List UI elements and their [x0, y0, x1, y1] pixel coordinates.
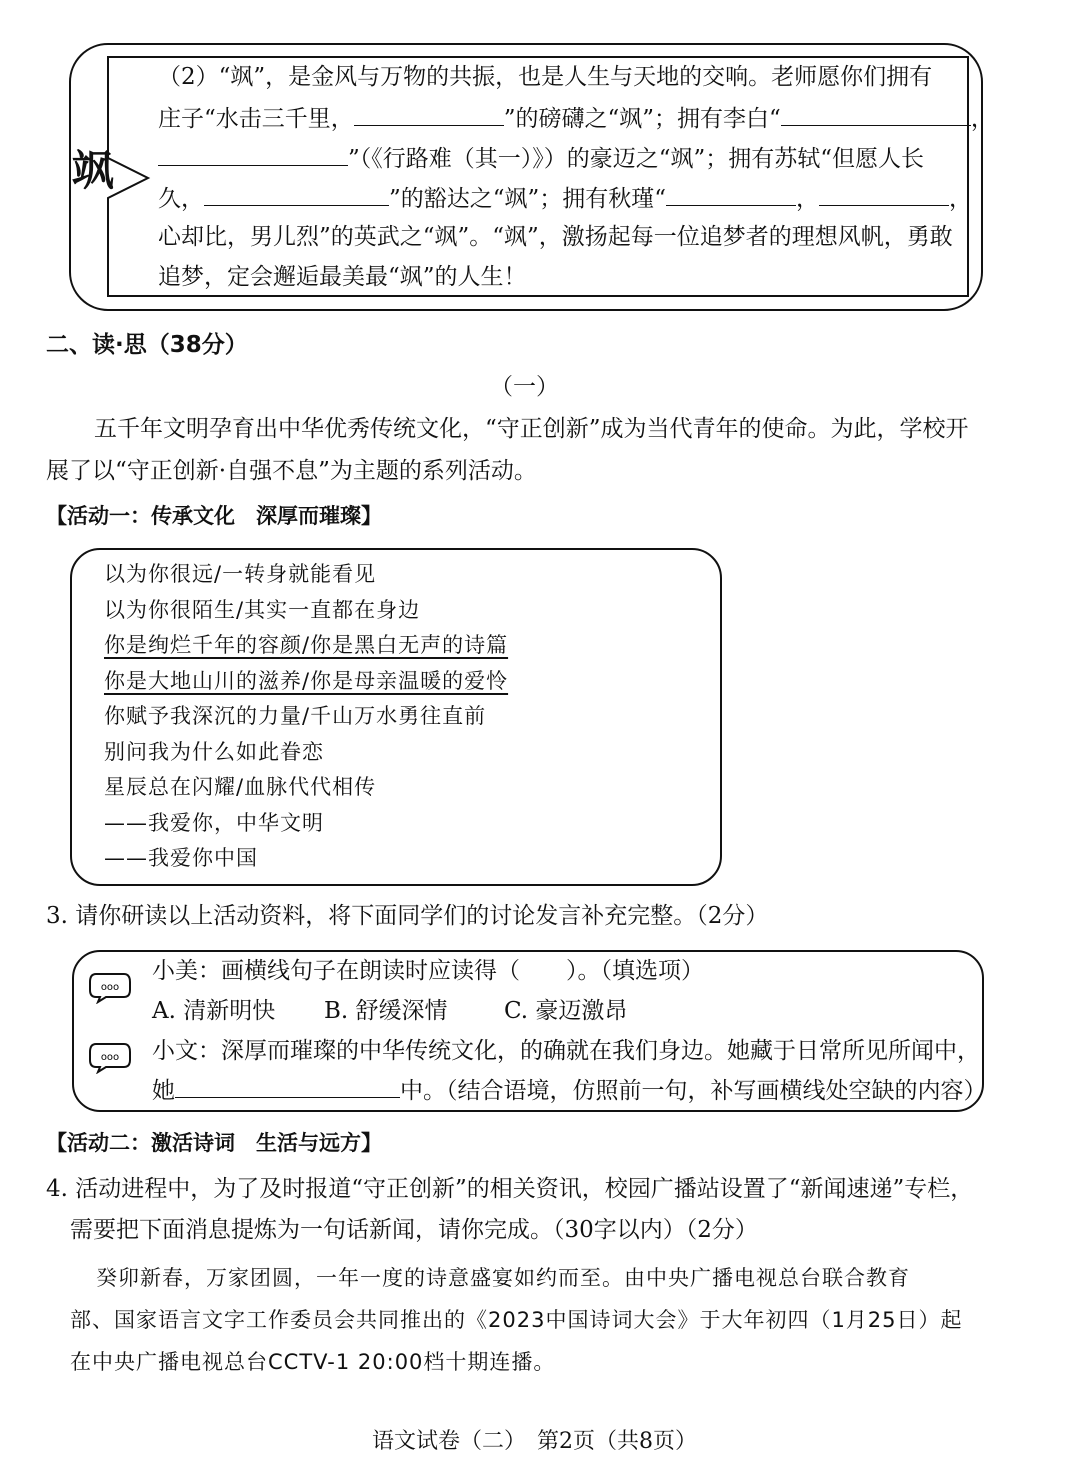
poem-line-4: 你是大地山川的滋养/你是母亲温暖的爱怜: [104, 669, 509, 693]
speech-bubble-icon: [88, 970, 132, 1004]
sa-line-6: 追梦，定会邂逅最美最“飒”的人生！: [158, 264, 527, 290]
blank-zhuangzi[interactable]: [354, 101, 504, 126]
part2-subheading: （一）: [490, 374, 559, 400]
option-a[interactable]: A. 清新明快: [152, 998, 276, 1024]
poem-line-6: 别问我为什么如此眷恋: [104, 740, 324, 764]
part2-heading: 二、读·思（38分）: [46, 332, 248, 358]
sa-line-2: 庄子“水击三千里， ”的磅礴之“飒”；拥有李白“ ，: [158, 101, 994, 135]
question-4-line-2: 需要把下面消息提炼为一句话新闻，请你完成。（30字以内）（2分）: [70, 1217, 758, 1243]
question-4-line-1: 4. 活动进程中，为了及时报道“守正创新”的相关资讯，校园广播站设置了“新闻速递”专栏，: [46, 1176, 974, 1202]
poem-line-7: 星辰总在闪耀/血脉代代相传: [104, 775, 377, 799]
blank-xiaowen[interactable]: [175, 1073, 400, 1098]
activity1-heading: 【活动一：传承文化 深厚而璀璨】: [46, 504, 382, 528]
poem-line-8: ——我爱你，中华文明: [104, 811, 324, 835]
poem-line-9: ——我爱你中国: [104, 846, 258, 870]
intro-line-1: 五千年文明孕育出中华优秀传统文化，“守正创新”成为当代青年的使命。为此，学校开: [94, 416, 969, 442]
xiaowen-text-1: 小文：深厚而璀璨的中华传统文化，的确就在我们身边。她藏于日常所见所闻中，: [152, 1038, 980, 1064]
xiaowen-text-2: 她 中。（结合语境，仿照前一句，补写画横线处空缺的内容）: [152, 1073, 987, 1107]
blank-qiujin-1[interactable]: [666, 181, 796, 206]
poem-line-3: 你是绚烂千年的容颜/你是黑白无声的诗篇: [104, 633, 509, 657]
sa-side-char: 飒: [72, 146, 115, 195]
blank-sushi[interactable]: [204, 181, 389, 206]
news-line-3: 在中央广播电视总台CCTV-1 20:00档十期连播。: [70, 1350, 556, 1374]
poem-line-1: 以为你很远/一转身就能看见: [104, 562, 377, 586]
question-3: 3. 请你研读以上活动资料，将下面同学们的讨论发言补充完整。（2分）: [46, 903, 769, 929]
blank-libai-1[interactable]: [781, 101, 971, 126]
sa-line-5: 心却比，男儿烈”的英武之“飒”。“飒”，激扬起每一位追梦者的理想风帆，勇敢: [158, 224, 953, 250]
intro-line-2: 展了以“守正创新·自强不息”为主题的系列活动。: [46, 458, 537, 484]
news-line-2: 部、国家语言文字工作委员会共同推出的《2023中国诗词大会》于大年初四（1月25日）起: [70, 1308, 963, 1332]
sa-line-1: （2）“飒”，是金风与万物的共振，也是人生与天地的交响。老师愿你们拥有: [158, 64, 933, 90]
news-line-1: 癸卯新春，万家团圆，一年一度的诗意盛宴如约而至。由中央广播电视总台联合教育: [96, 1266, 910, 1290]
poem-line-2: 以为你很陌生/其实一直都在身边: [104, 598, 421, 622]
svg-text:ooo: ooo: [100, 1052, 120, 1063]
option-b[interactable]: B. 舒缓深情: [324, 998, 448, 1024]
blank-libai-2[interactable]: [158, 141, 348, 166]
blank-qiujin-2[interactable]: [819, 181, 949, 206]
sa-line-3: ”（《行路难（其一）》）的豪迈之“飒”；拥有苏轼“但愿人长: [158, 141, 924, 175]
page-footer: 语文试卷（二） 第2页（共8页）: [372, 1429, 697, 1454]
sa-line-4: 久， ”的豁达之“飒”；拥有秋瑾“ ， ，: [158, 181, 972, 215]
option-c[interactable]: C. 豪迈激昂: [504, 998, 628, 1024]
xiaomei-text: 小美：画横线句子在朗读时应读得（ ）。（填选项）: [152, 958, 704, 984]
svg-text:ooo: ooo: [100, 982, 120, 993]
poem-line-5: 你赋予我深沉的力量/千山万水勇往直前: [104, 704, 487, 728]
activity2-heading: 【活动二：激活诗词 生活与远方】: [46, 1131, 382, 1155]
speech-bubble-icon: [88, 1040, 132, 1074]
